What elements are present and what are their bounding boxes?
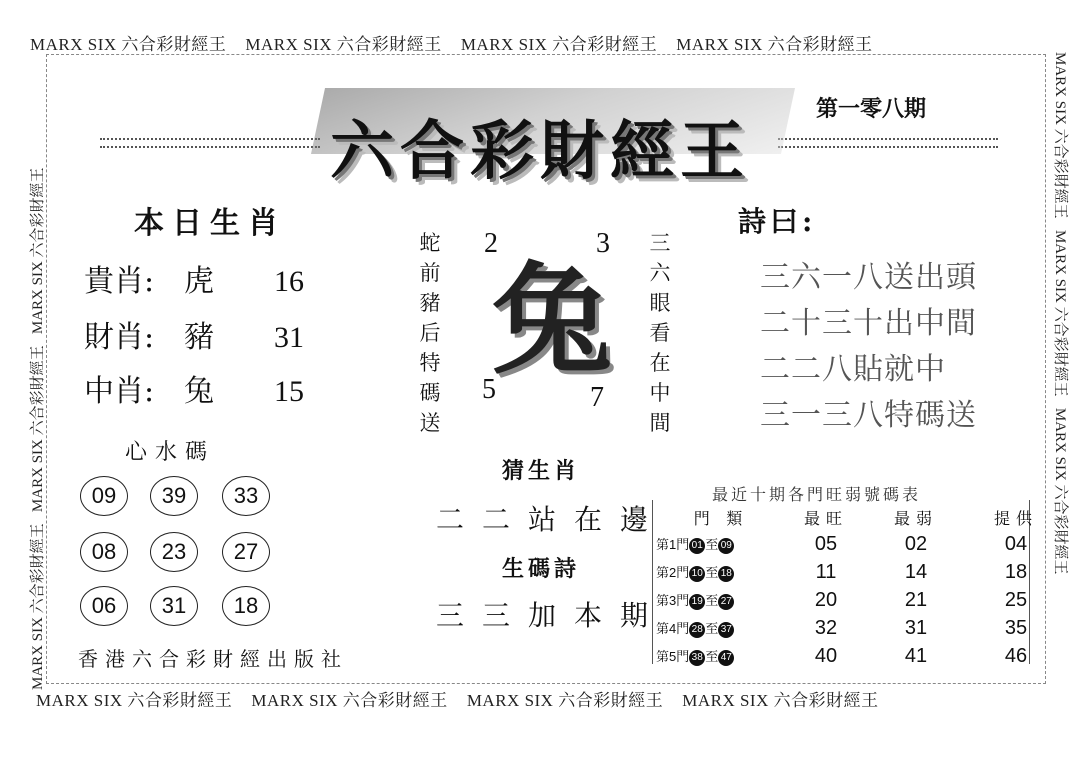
guess-zodiac-title: 猜生肖 — [502, 458, 581, 484]
tip-number: 18 — [1004, 560, 1028, 583]
hot-number: 32 — [814, 616, 838, 639]
zodiac-row — [84, 366, 304, 410]
left-border-band — [26, 50, 47, 690]
corner-number-br: 7 — [590, 382, 604, 413]
band-text: MARX SIX 六合彩財經王 — [676, 35, 873, 54]
right-vertical-hint: 三六眼看在中間 — [649, 231, 671, 435]
heart-number-circle: 31 — [150, 586, 198, 626]
corner-number-tr: 3 — [596, 228, 610, 259]
door-label: 第5門 — [656, 649, 690, 665]
title-deco-left — [100, 138, 320, 148]
range-end-badge: 37 — [718, 622, 734, 638]
range-to: 至 — [705, 593, 719, 609]
range-start-badge: 38 — [689, 650, 705, 666]
table-row — [656, 530, 1066, 558]
heart-number-circle: 33 — [222, 476, 270, 516]
tip-number: 04 — [1004, 532, 1028, 555]
range-start-badge: 28 — [689, 622, 705, 638]
heart-number-circle: 09 — [80, 476, 128, 516]
zodiac-row — [84, 256, 304, 300]
heart-number-circle: 23 — [150, 532, 198, 572]
band-text: MARX SIX 六合彩財經王 — [1052, 407, 1068, 575]
poem-title: 詩曰: — [738, 205, 817, 238]
table-row — [656, 558, 1066, 586]
zodiac-row — [84, 312, 304, 356]
hot-number: 11 — [815, 560, 837, 583]
cold-number: 21 — [904, 588, 928, 611]
cold-number: 31 — [904, 616, 928, 639]
range-end-badge: 47 — [718, 650, 734, 666]
door-cell — [656, 530, 786, 558]
title-deco-right — [778, 138, 998, 148]
band-text: MARX SIX 六合彩財經王 — [30, 167, 46, 335]
guess-zodiac-line: 二二站在邊 — [436, 503, 667, 536]
band-text: MARX SIX 六合彩財經王 — [460, 35, 658, 54]
door-label: 第1門 — [656, 537, 690, 553]
band-text: MARX SIX 六合彩財經王 — [30, 35, 227, 54]
table-row — [656, 586, 1066, 614]
table-header-row — [656, 504, 1066, 530]
zodiac-title: 本日生肖 — [134, 206, 286, 241]
range-to: 至 — [705, 537, 719, 553]
range-end-badge: 27 — [718, 594, 734, 610]
table-header: 提供 — [993, 510, 1038, 528]
heart-number-circle: 06 — [80, 586, 128, 626]
band-text: MARX SIX 六合彩財經王 — [30, 523, 46, 690]
code-poem-line: 三三加本期 — [436, 599, 667, 632]
tip-number: 25 — [1004, 588, 1028, 611]
range-to: 至 — [705, 621, 719, 637]
poem-line: 三一三八特碼送 — [760, 398, 977, 433]
poem-line: 二二八貼就中 — [760, 352, 946, 387]
zodiac-animal: 豬 — [184, 320, 214, 355]
range-start-badge: 10 — [689, 566, 705, 582]
cold-number: 02 — [904, 532, 928, 555]
corner-number-bl: 5 — [482, 374, 496, 405]
poem-line: 三六一八送出頭 — [760, 260, 977, 295]
hot-number: 40 — [814, 644, 838, 667]
table-header: 門 類 — [693, 510, 749, 528]
door-cell — [656, 558, 786, 586]
stats-table-title: 最近十期各門旺弱號碼表 — [712, 485, 922, 504]
band-text: MARX SIX 六合彩財經王 — [466, 691, 664, 710]
code-poem-title: 生碼詩 — [502, 556, 581, 582]
featured-zodiac-char: 兔 — [492, 250, 612, 391]
zodiac-number: 15 — [274, 375, 304, 408]
range-start-badge: 19 — [689, 594, 705, 610]
door-label: 第3門 — [656, 593, 690, 609]
zodiac-animal: 兔 — [184, 374, 214, 409]
table-row — [656, 642, 1066, 670]
heart-number-circle: 27 — [222, 532, 270, 572]
door-label: 第2門 — [656, 565, 690, 581]
zodiac-label: 貴肖: — [84, 264, 155, 299]
band-text: MARX SIX 六合彩財經王 — [251, 691, 448, 710]
door-label: 第4門 — [656, 621, 690, 637]
zodiac-number: 16 — [274, 265, 304, 298]
heart-number-circle: 39 — [150, 476, 198, 516]
band-text: MARX SIX 六合彩財經王 — [682, 691, 879, 710]
table-header: 最旺 — [803, 510, 848, 528]
corner-number-tl: 2 — [484, 228, 498, 259]
issue-number: 第一零八期 — [816, 97, 927, 122]
band-text: MARX SIX 六合彩財經王 — [36, 691, 233, 710]
range-to: 至 — [705, 649, 719, 665]
table-header: 最弱 — [893, 510, 938, 528]
zodiac-label: 財肖: — [84, 320, 155, 355]
top-border-band — [30, 30, 1070, 55]
range-start-badge: 01 — [689, 538, 705, 554]
tip-number: 46 — [1004, 644, 1028, 667]
stats-table — [656, 504, 1066, 670]
range-to: 至 — [705, 565, 719, 581]
range-end-badge: 09 — [718, 538, 734, 554]
hot-number: 05 — [814, 532, 838, 555]
hot-number: 20 — [814, 588, 838, 611]
zodiac-number: 31 — [274, 321, 304, 354]
band-text: MARX SIX 六合彩財經王 — [30, 345, 46, 513]
poem-line: 二十三十出中間 — [760, 306, 977, 341]
range-end-badge: 18 — [718, 566, 734, 582]
zodiac-label: 中肖: — [84, 374, 155, 409]
publisher-name: 香港六合彩財經出版社 — [78, 647, 348, 671]
band-text: MARX SIX 六合彩財經王 — [245, 35, 442, 54]
left-vertical-hint: 蛇前豬后特碼送 — [419, 231, 441, 435]
band-text: MARX SIX 六合彩財經王 — [1052, 229, 1068, 397]
cold-number: 41 — [904, 644, 928, 667]
tip-number: 35 — [1004, 616, 1028, 639]
table-row — [656, 614, 1066, 642]
door-cell — [656, 586, 786, 614]
bottom-border-band — [36, 686, 1070, 711]
band-text: MARX SIX 六合彩財經王 — [1052, 52, 1068, 219]
heart-numbers-title: 心水碼 — [125, 440, 216, 465]
cold-number: 14 — [904, 560, 928, 583]
heart-number-circle: 18 — [222, 586, 270, 626]
heart-number-circle: 08 — [80, 532, 128, 572]
door-cell — [656, 614, 786, 642]
door-cell — [656, 642, 786, 670]
page-title: 六合彩財經王 — [330, 115, 750, 189]
zodiac-animal: 虎 — [184, 264, 214, 299]
